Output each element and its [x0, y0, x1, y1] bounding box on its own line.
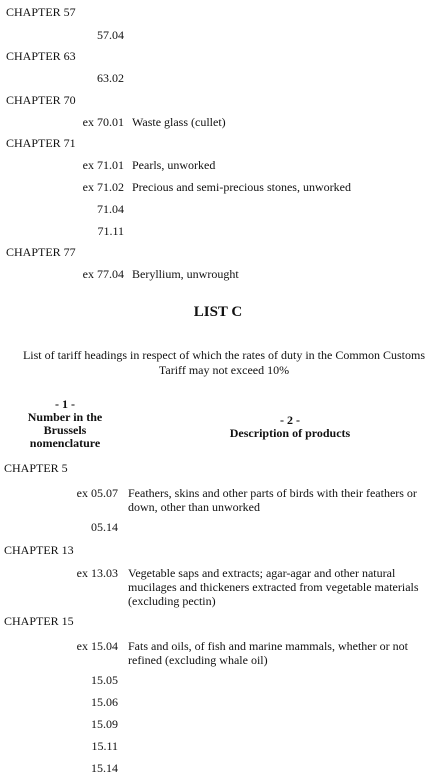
tariff-code: 71.04: [97, 202, 124, 216]
tariff-code: 15.06: [91, 695, 118, 709]
tariff-code: 63.02: [97, 71, 124, 85]
tariff-code: ex 77.04: [82, 267, 124, 281]
chapter-heading: CHAPTER 63: [6, 49, 76, 63]
tariff-code: ex 05.07: [76, 486, 118, 500]
column-title-line: Brussels: [43, 423, 87, 437]
column-number-label: - 2 -: [280, 413, 300, 427]
product-description: Fats and oils, of fish and marine mammals, whether or not refined (excluding whale oil): [128, 639, 408, 667]
chapter-heading: CHAPTER 71: [6, 136, 76, 150]
tariff-code: 15.05: [91, 673, 118, 687]
tariff-code: 05.14: [91, 520, 118, 534]
chapter-heading: CHAPTER 5: [4, 461, 68, 475]
chapter-heading: CHAPTER 57: [6, 5, 76, 19]
column-title-line: Number in the: [27, 410, 103, 424]
product-description: Waste glass (cullet): [132, 115, 226, 129]
column-header-description: [190, 414, 390, 440]
chapter-heading: CHAPTER 70: [6, 93, 76, 107]
product-description: Pearls, unworked: [132, 158, 216, 172]
chapter-heading: CHAPTER 77: [6, 245, 76, 259]
tariff-code: ex 71.01: [82, 158, 124, 172]
product-description: Precious and semi-precious stones, unworked: [132, 180, 351, 194]
product-description: Vegetable saps and extracts; agar-agar and other natural mucilages and thickeners extracted from vegetable materials (excluding pectin): [128, 566, 419, 608]
tariff-code: ex 70.01: [82, 115, 124, 129]
column-number-label: - 1 -: [55, 397, 75, 411]
tariff-code: ex 71.02: [82, 180, 124, 194]
chapter-heading: CHAPTER 13: [4, 543, 74, 557]
column-header-number: [10, 398, 120, 450]
list-intro: List of tariff headings in respect of which the rates of duty in the Common Customs Tariff may not exceed 10%: [22, 348, 426, 377]
product-description: Feathers, skins and other parts of birds with their feathers or down, other than unworked: [128, 486, 417, 514]
tariff-code: ex 15.04: [76, 639, 118, 653]
tariff-code: 15.09: [91, 717, 118, 731]
list-title: LIST C: [193, 304, 243, 320]
tariff-code: 71.11: [97, 224, 124, 238]
tariff-code: 15.14: [91, 761, 118, 775]
product-description: Beryllium, unwrought: [132, 267, 239, 281]
chapter-heading: CHAPTER 15: [4, 614, 74, 628]
column-title-line: Description of products: [229, 426, 351, 440]
tariff-code: ex 13.03: [76, 566, 118, 580]
tariff-code: 15.11: [91, 739, 118, 753]
tariff-code: 57.04: [97, 28, 124, 42]
column-title-line: nomenclature: [29, 436, 101, 450]
